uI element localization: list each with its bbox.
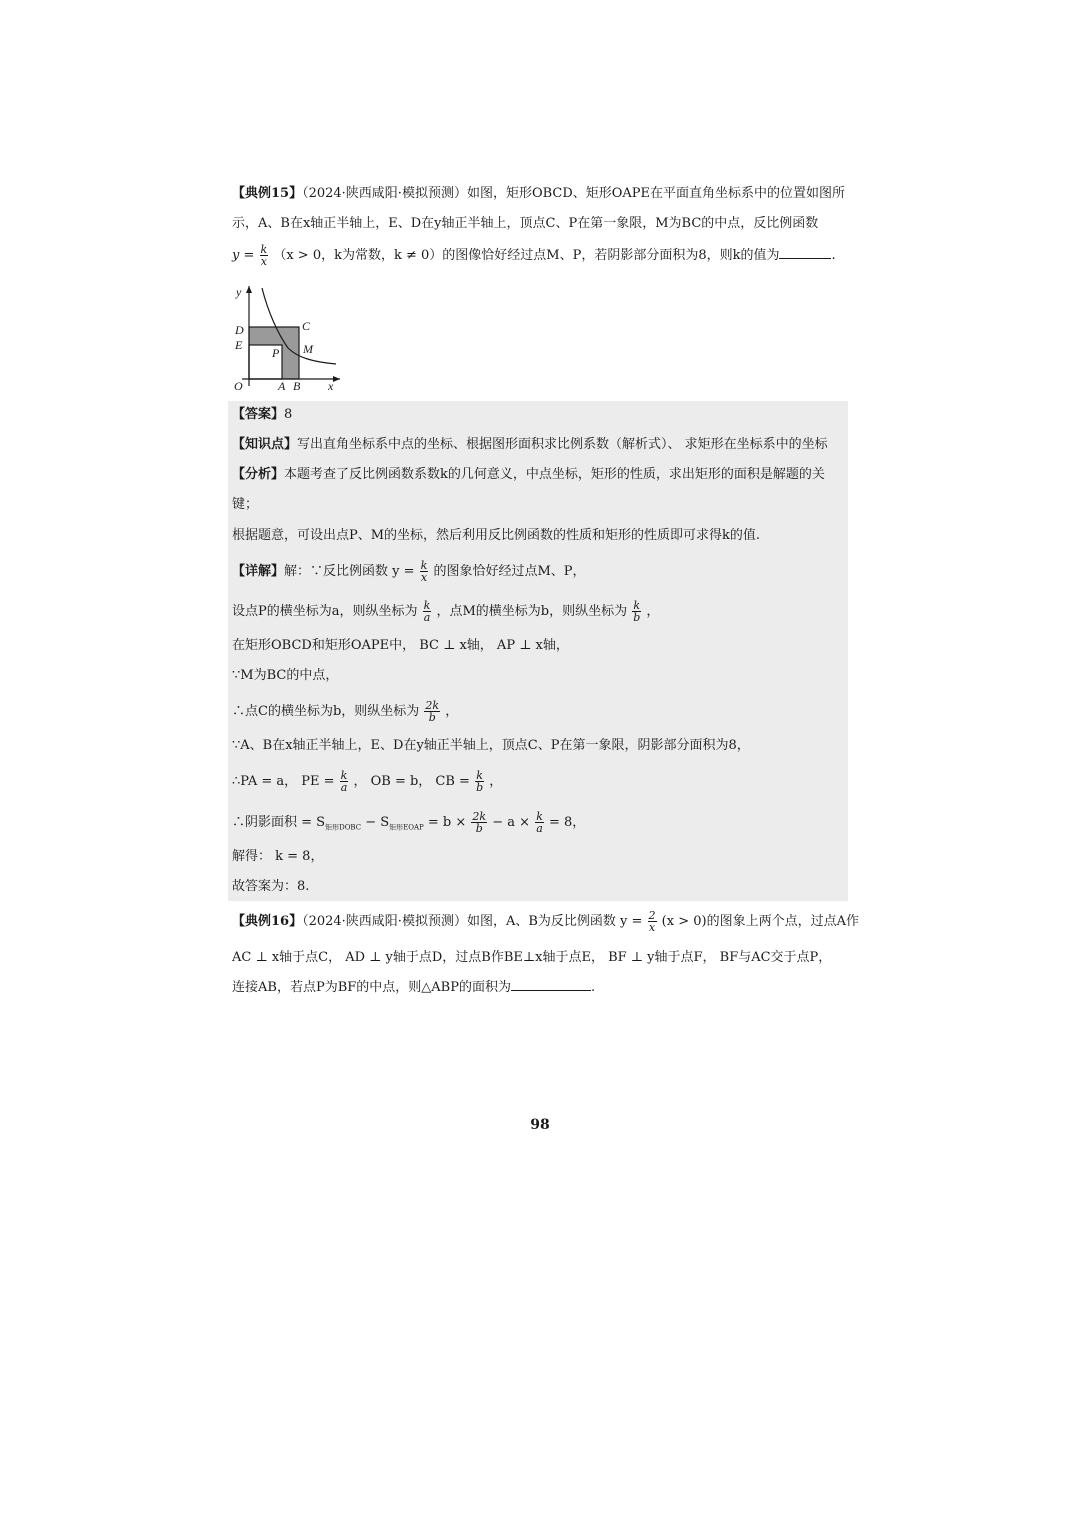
analysis-line-3: 根据题意，可设出点P、M的坐标，然后利用反比例函数的性质和矩形的性质即可求得k的值. — [232, 528, 761, 543]
fraction-k-over-x: $\frac{k}{x}$ — [260, 243, 268, 268]
label-o: O — [234, 379, 243, 393]
answer-line: 【答案】8 — [232, 407, 293, 422]
detail-line-5: ∴点C的横坐标为b，则纵坐标为 $\frac{2k}{b}$ ， — [232, 699, 459, 724]
example-15-line-3: y = $\frac{k}{x}$ （x > 0，k为常数，k ≠ 0）的图像恰好经过点M、P，若阴影部分面积为8，则k的值为 . — [232, 243, 836, 268]
label-d: D — [235, 323, 244, 337]
label-a: A — [278, 379, 286, 393]
example-15-line-1: 【典例15】（2024·陕西咸阳·模拟预测）如图，矩形OBCD、矩形OAPE在平面直角坐标系中的位置如图所 — [232, 186, 846, 201]
detail-line-8: ∴阴影面积 = $S_{矩形DOBC} - S_{矩形EOAP} = b$ × $\frac{2k}{b}$ − a × $\frac{k}{a}$ = 8， — [232, 810, 586, 835]
detail-line-7: ∴PA = a， PE = $\frac{k}{a}$ ， OB = b， CB = $\frac{k}{b}$ ， — [232, 769, 503, 794]
label-e: E — [235, 338, 243, 352]
label-x: x — [328, 379, 334, 393]
example-16-line-1: 【典例16】（2024·陕西咸阳·模拟预测）如图，A、B为反比例函数 y = $\frac{2}{x}$ (x > 0)的图象上两个点，过点A作 — [232, 909, 859, 934]
example-15-line-2: 示，A、B在x轴正半轴上，E、D在y轴正半轴上，顶点C、P在第一象限，M为BC的中点，反比例函数 — [232, 216, 819, 231]
detail-line-6: ∵A、B在x轴正半轴上，E、D在y轴正半轴上，顶点C、P在第一象限，阴影部分面积为8， — [232, 738, 750, 753]
x-axis-arrow — [333, 376, 340, 382]
example-16-line-2: AC ⊥ x轴于点C， AD ⊥ y轴于点D，过点B作BE⊥x轴于点E， BF ⊥ y轴于点F， BF与AC交于点P， — [232, 950, 832, 965]
analysis-line-2: 键； — [232, 497, 259, 512]
page-number: 98 — [530, 1117, 550, 1133]
detail-line-1: 【详解】解：∵反比例函数 y = $\frac{k}{x}$ 的图象恰好经过点M、P， — [232, 559, 586, 584]
label-b: B — [293, 379, 301, 393]
answer-blank — [511, 990, 591, 991]
detail-line-3: 在矩形OBCD和矩形OAPE中， BC ⊥ x轴， AP ⊥ x轴， — [232, 638, 569, 653]
label-p: P — [272, 346, 280, 360]
y-axis-arrow — [246, 286, 252, 293]
example-16-label: 【典例16】 — [232, 914, 303, 929]
label-y: y — [236, 285, 242, 299]
label-c: C — [302, 319, 311, 333]
detail-line-4: ∵M为BC的中点， — [232, 668, 339, 683]
analysis-line-1: 【分析】本题考查了反比例函数系数k的几何意义，中点坐标，矩形的性质，求出矩形的面积是解题的关 — [232, 467, 825, 482]
knowledge-point-line: 【知识点】写出直角坐标系中点的坐标、根据图形面积求比例系数（解析式）、 求矩形在坐标系中的坐标 — [232, 437, 828, 452]
label-m: M — [303, 342, 313, 356]
detail-line-10: 故答案为：8. — [232, 879, 310, 894]
detail-line-2: 设点P的横坐标为a，则纵坐标为 $\frac{k}{a}$ ，点M的横坐标为b，则纵坐标为 $\frac{k}{b}$ ， — [232, 599, 660, 624]
coordinate-figure — [232, 282, 344, 394]
detail-line-9: 解得： k = 8， — [232, 849, 324, 864]
answer-blank — [779, 258, 831, 259]
example-15-label: 【典例15】 — [232, 186, 303, 201]
example-16-line-3: 连接AB，若点P为BF的中点，则△ABP的面积为 . — [232, 980, 596, 995]
